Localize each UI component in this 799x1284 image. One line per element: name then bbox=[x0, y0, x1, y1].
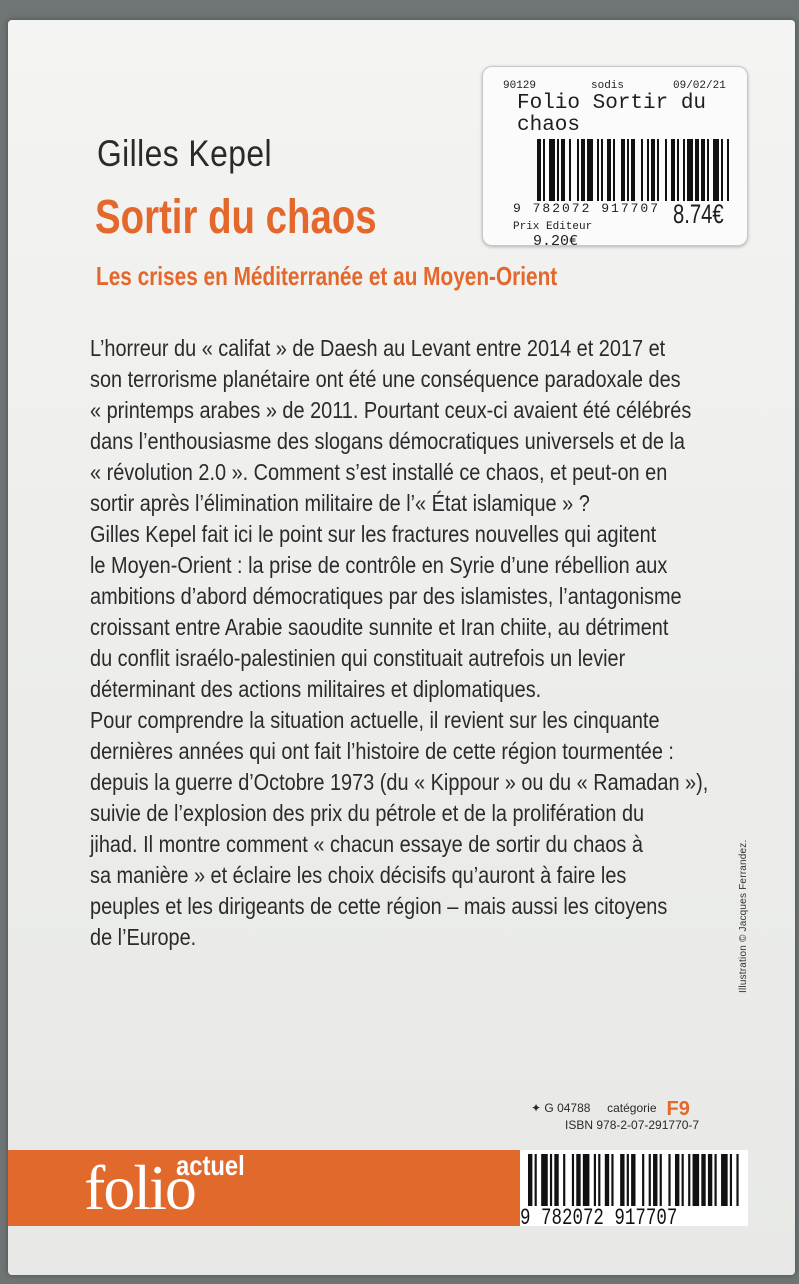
blurb-line: Pour comprendre la situation actuelle, il revient sur les cinquante bbox=[90, 707, 660, 733]
category-code: F9 bbox=[666, 1098, 690, 1120]
blurb-line: dans l’enthousiasme des slogans démocratiques universels et de la bbox=[90, 428, 685, 454]
collection-name: actuel bbox=[176, 1150, 245, 1181]
blurb-line: le Moyen-Orient : la prise de contrôle en Syrie d’une rébellion aux bbox=[90, 552, 668, 578]
gallimard-logo-icon: ✦ bbox=[531, 1101, 542, 1115]
catalog-code: G 04788 bbox=[544, 1101, 591, 1115]
blurb-line: sa manière » et éclaire les choix décisifs qu’auront à faire les bbox=[90, 862, 627, 888]
barcode-icon bbox=[528, 1154, 743, 1206]
blurb bbox=[90, 333, 750, 953]
blurb-line: de l’Europe. bbox=[90, 924, 197, 950]
category-label: catégorie bbox=[607, 1101, 657, 1115]
book-title: Sortir du chaos bbox=[95, 191, 377, 244]
isbn: ISBN 978-2-07-291770-7 bbox=[565, 1118, 700, 1132]
sticker-prix-label: Prix Editeur bbox=[513, 221, 593, 233]
sticker-date: 09/02/21 bbox=[673, 80, 726, 92]
barcode-digits: 9 782072 917707 bbox=[520, 1205, 678, 1231]
blurb-line: peuples et les dirigeants de cette région – mais aussi les citoyens bbox=[90, 893, 668, 919]
blurb-line: déterminant des actions militaires et diplomatiques. bbox=[90, 676, 542, 702]
sticker-title: Folio Sortir du chaos bbox=[517, 92, 707, 137]
sticker-distributor: sodis bbox=[591, 80, 625, 92]
blurb-line: L’horreur du « califat » de Daesh au Levant entre 2014 et 2017 et bbox=[90, 335, 666, 361]
sticker-barcode-digits: 9 782072 917707 bbox=[513, 201, 661, 216]
blurb-line: du conflit israélo-palestinien qui constituait autrefois un levier bbox=[90, 645, 626, 671]
blurb-line: son terrorisme planétaire ont été une conséquence paradoxale des bbox=[90, 366, 681, 392]
blurb-line: ambitions d’abord démocratiques par des islamistes, l’antagonisme bbox=[90, 583, 682, 609]
book-subtitle: Les crises en Méditerranée et au Moyen-Orient bbox=[96, 261, 558, 291]
blurb-line: jihad. Il montre comment « chacun essaye de sortir du chaos à bbox=[90, 831, 643, 857]
illustration-credit: Illustration © Jacques Ferrandez. bbox=[738, 839, 749, 993]
folio-logo: folio bbox=[84, 1152, 195, 1223]
blurb-line: « printemps arabes » de 2011. Pourtant ceux-ci avaient été célébrés bbox=[90, 397, 692, 423]
author-name: Gilles Kepel bbox=[97, 133, 272, 174]
blurb-line: « révolution 2.0 ». Comment s’est installé ce chaos, et peut-on en bbox=[90, 459, 668, 485]
sticker-publisher-price: 9.20€ bbox=[533, 233, 579, 250]
blurb-line: dernières années qui ont fait l’histoire de cette région tourmentée : bbox=[90, 738, 674, 764]
sticker-price: 8.74€ bbox=[673, 199, 724, 229]
blurb-line: Gilles Kepel fait ici le point sur les fractures nouvelles qui agitent bbox=[90, 521, 657, 547]
blurb-line: croissant entre Arabie saoudite sunnite et Iran chiite, au détriment bbox=[90, 614, 669, 640]
blurb-line: suivie de l’explosion des prix du pétrole et de la prolifération du bbox=[90, 800, 645, 826]
blurb-line: sortir après l’élimination militaire de l’« État islamique » ? bbox=[90, 490, 590, 516]
price-sticker bbox=[482, 66, 748, 250]
sticker-code: 90129 bbox=[503, 80, 537, 92]
blurb-line: depuis la guerre d’Octobre 1973 (du « Kippour » ou du « Ramadan »), bbox=[90, 769, 709, 795]
sticker-barcode-icon bbox=[537, 139, 733, 201]
